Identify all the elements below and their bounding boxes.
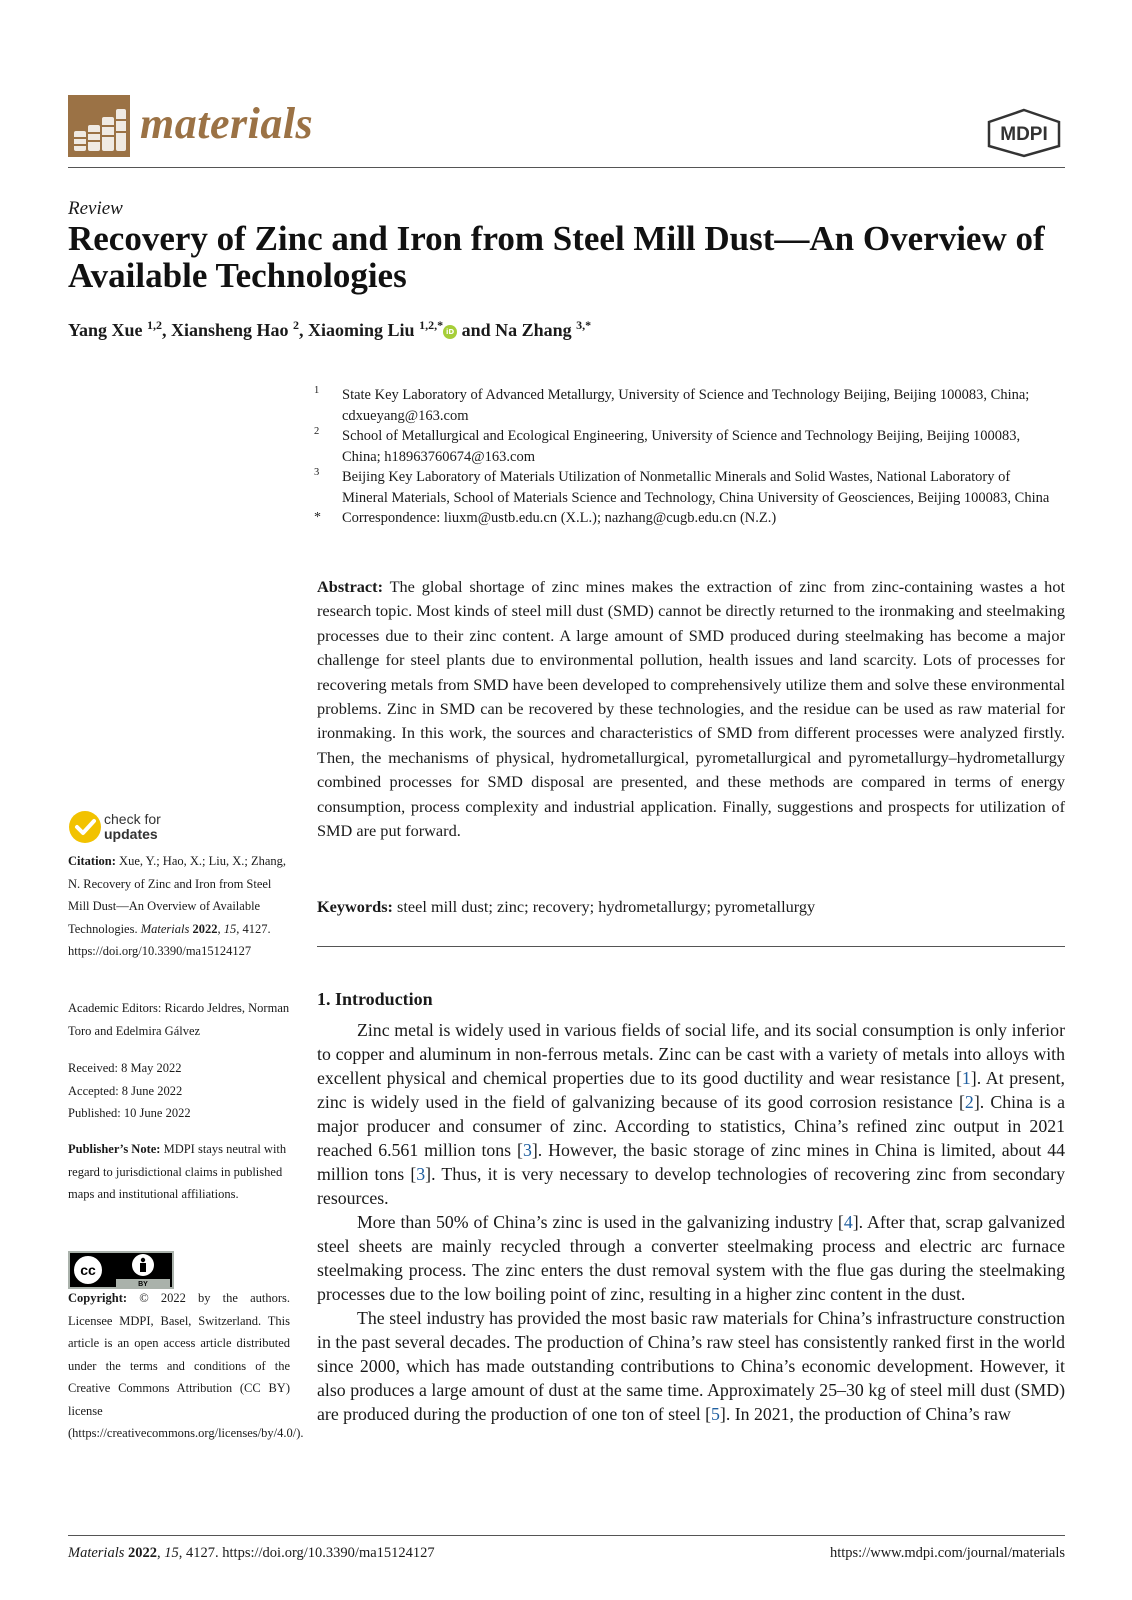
citation-doi[interactable]: , 4127. https://doi.org/10.3390/ma15124127	[68, 921, 271, 958]
correspondence-text: Correspondence: liuxm@ustb.edu.cn (X.L.); nazhang@cugb.edu.cn (N.Z.)	[342, 510, 777, 526]
publisher-note-label: Publisher’s Note:	[68, 1142, 161, 1156]
citation-journal: Materials	[140, 921, 190, 936]
text-run: ]. However, the basic storage of zinc mines in China is limited, about 44 million tons [	[317, 1140, 1065, 1184]
paragraph	[317, 1306, 1065, 1426]
check-for-updates-icon[interactable]	[68, 810, 102, 844]
footer-doi[interactable]: , 4127. https://doi.org/10.3390/ma15124127	[178, 1545, 435, 1561]
affiliation-item	[314, 467, 1054, 508]
author-separator: ,	[162, 320, 172, 340]
copyright-notice	[68, 1287, 304, 1445]
orcid-icon[interactable]: iD	[443, 325, 457, 339]
citation-link[interactable]: 4	[843, 1212, 853, 1232]
text-run: The steel industry has provided the most basic raw materials for China’s infrastructure construction in the past several decades. The production of China’s raw steel has consistently ranked first in the world since 2000, which has made outstanding contributions to China’s economic development. However, it also produces a large amount of dust at the same time. Approximately 25–30 kg of steel mill dust (SMD) are produced during the production of one ton of steel [	[317, 1308, 1065, 1424]
text-run: ]. In 2021, the production of China’s raw	[719, 1404, 1011, 1424]
author-name: Xiaoming Liu	[308, 320, 415, 340]
footer-volume: 15	[164, 1545, 179, 1561]
text-run: Zinc metal is widely used in various fields of social life, and its social consumption is only inferior to copper and aluminum in non-ferrous metals. Zinc can be cast with a variety of metals into alloys with excellent physical and chemical properties due to its good ductility and wear resistance [	[317, 1020, 1065, 1088]
text-run: ]. After that, scrap galvanized steel sheets are mainly recycled through a converter steelmaking process and electric arc furnace steelmaking process. The zinc enters the dust removal system with the flue gas during the steelmaking processes due to the low boiling point of zinc, resulting in a higher zinc content in the dust.	[317, 1212, 1065, 1304]
author-name: Xiansheng Hao	[171, 320, 289, 340]
citation-year: 2022	[192, 921, 218, 936]
citation-text: Xue, Y.; Hao, X.; Liu, X.; Zhang, N. Recovery of Zinc and Iron from Steel Mill Dust—An Overview of Available Technologies.	[68, 854, 287, 936]
footer-divider	[68, 1535, 1065, 1536]
received-date: Received: 8 May 2022	[68, 1061, 182, 1075]
text-run: ]. Thus, it is very necessary to develop technologies of recovering zinc from secondary resources.	[317, 1164, 1065, 1208]
author-list	[68, 318, 591, 341]
publisher-note	[68, 1138, 290, 1206]
academic-editors: Academic Editors: Ricardo Jeldres, Norman Toro and Edelmira Gálvez	[68, 1001, 290, 1038]
affiliation-number: 1	[314, 385, 320, 396]
mdpi-logo-icon	[985, 108, 1063, 158]
updates-line: updates	[104, 826, 158, 842]
paragraph	[317, 1018, 1065, 1210]
author-separator: and	[457, 320, 496, 340]
article-dates	[68, 1057, 290, 1125]
citation-link[interactable]: 3	[416, 1164, 426, 1184]
affiliation-text: School of Metallurgical and Ecological Engineering, University of Science and Technology Beijing, Beijing 100083, China; h18963760674@163.com	[342, 428, 1021, 465]
copyright-label: Copyright:	[68, 1291, 128, 1305]
paragraph	[317, 1210, 1065, 1306]
text-run: ]. China is a major producer and consumer of zinc. According to statistics, China’s refined zinc output in 2021 reached 6.561 million tons [	[317, 1092, 1065, 1160]
citation-link[interactable]: 1	[961, 1068, 971, 1088]
footer-journal-url[interactable]: https://www.mdpi.com/journal/materials	[829, 1545, 1065, 1561]
citation-link[interactable]: 5	[711, 1404, 720, 1424]
introduction-body	[317, 1018, 1065, 1426]
author-name: Na Zhang	[495, 320, 572, 340]
affiliation-number: 3	[314, 467, 320, 478]
published-date: Published: 10 June 2022	[68, 1106, 191, 1120]
abstract	[317, 575, 1065, 843]
cc-text: cc	[80, 1262, 96, 1278]
copyright-text: © 2022 by the authors. Licensee MDPI, Basel, Switzerland. This article is an open access article distributed under the terms and conditions of the Creative Commons Attribution (CC BY) license (https://creativecommons.org/licenses/by/4.0/).	[68, 1291, 304, 1440]
affiliation-text: Beijing Key Laboratory of Materials Utilization of Nonmetallic Minerals and Solid Wastes, National Laboratory of Mineral Materials, School of Materials Science and Technology, China University of Geosciences, Beijing 100083, China	[342, 469, 1050, 506]
keywords-text: steel mill dust; zinc; recovery; hydrometallurgy; pyrometallurgy	[397, 897, 816, 916]
citation-link[interactable]: 3	[522, 1140, 532, 1160]
keywords	[317, 897, 1065, 917]
abstract-text: The global shortage of zinc mines makes the extraction of zinc from zinc-containing wastes a hot research topic. Most kinds of steel mill dust (SMD) cannot be directly returned to the ironmaking and steelmaking processes due to their zinc content. A large amount of SMD produced during steelmaking has become a major challenge for steel plants due to environmental pollution, health issues and land scarcity. Lots of processes for recovering metals from SMD have been developed to comprehensively utilize them and solve these environmental problems. Zinc in SMD can be recovered by these technologies, and the residue can be used as raw material for ironmaking. In this work, the sources and characteristics of SMD from different processes were analyzed firstly. Then, the mechanisms of physical, hydrometallurgical, pyrometallurgical and pyrometallurgy–hydrometallurgy combined processes for SMD disposal are presented, and these methods are compared in terms of energy consumption, process complexity and industrial application. Finally, suggestions and prospects for utilization of SMD are put forward.	[317, 577, 1065, 841]
citation-volume: 15	[223, 921, 237, 936]
affiliation-text: State Key Laboratory of Advanced Metallurgy, University of Science and Technology Beijing, Beijing 100083, China; cdxueyang@163.com	[342, 387, 1030, 424]
cc-by-license-icon[interactable]	[68, 1251, 174, 1289]
author-affiliation-mark: 1,2	[147, 318, 163, 332]
mdpi-logo-text: MDPI	[1000, 124, 1048, 145]
check-for-updates-label[interactable]	[104, 812, 161, 842]
footer-citation: Materials 2022, 15, 4127. https://doi.org/10.3390/ma15124127	[68, 1545, 435, 1561]
correspondence	[314, 508, 1054, 529]
author-name: Yang Xue	[68, 320, 143, 340]
abstract-label: Abstract:	[317, 577, 384, 596]
footer-year: 2022	[128, 1545, 158, 1561]
author-separator: ,	[299, 320, 309, 340]
journal-logo-icon	[68, 95, 130, 157]
footer-journal: Materials	[68, 1545, 125, 1561]
citation-block: Citation: Xue, Y.; Hao, X.; Liu, X.; Zhang, N. Recovery of Zinc and Iron from Steel Mill Dust—An Overview of Available Technologies. Materials 2022, 15, 4127. https://doi.org/10.3390/ma15124127	[68, 854, 287, 958]
by-text: BY	[138, 1281, 148, 1288]
author-affiliation-mark: 3,*	[576, 318, 592, 332]
affiliation-number: 2	[314, 426, 320, 437]
accepted-date: Accepted: 8 June 2022	[68, 1083, 183, 1098]
article-title: Recovery of Zinc and Iron from Steel Mill Dust—An Overview of Available Technologies	[68, 219, 1045, 295]
article-type: Review	[68, 198, 123, 219]
text-run: More than 50% of China’s zinc is used in the galvanizing industry [	[357, 1212, 844, 1232]
journal-name: materials	[140, 99, 314, 148]
text-run: ]. At present, zinc is widely used in the field of galvanizing because of its good corrosion resistance [	[317, 1068, 1065, 1112]
publisher-note-text: MDPI stays neutral with regard to jurisdictional claims in published maps and institutional affiliations.	[68, 1142, 287, 1201]
section-heading: 1. Introduction	[317, 989, 433, 1009]
correspondence-mark: *	[314, 510, 321, 525]
author-affiliation-mark: 2	[293, 318, 300, 332]
citation-label: Citation:	[68, 854, 116, 868]
citation-link[interactable]: 2	[964, 1092, 974, 1112]
updates-line: check for	[104, 811, 161, 827]
affiliation-item	[314, 385, 1054, 426]
keywords-label: Keywords:	[317, 897, 393, 916]
section-divider	[317, 946, 1065, 947]
header-divider	[68, 167, 1065, 168]
affiliations	[314, 385, 1054, 529]
affiliation-item	[314, 426, 1054, 467]
author-affiliation-mark: 1,2,*	[419, 318, 444, 332]
